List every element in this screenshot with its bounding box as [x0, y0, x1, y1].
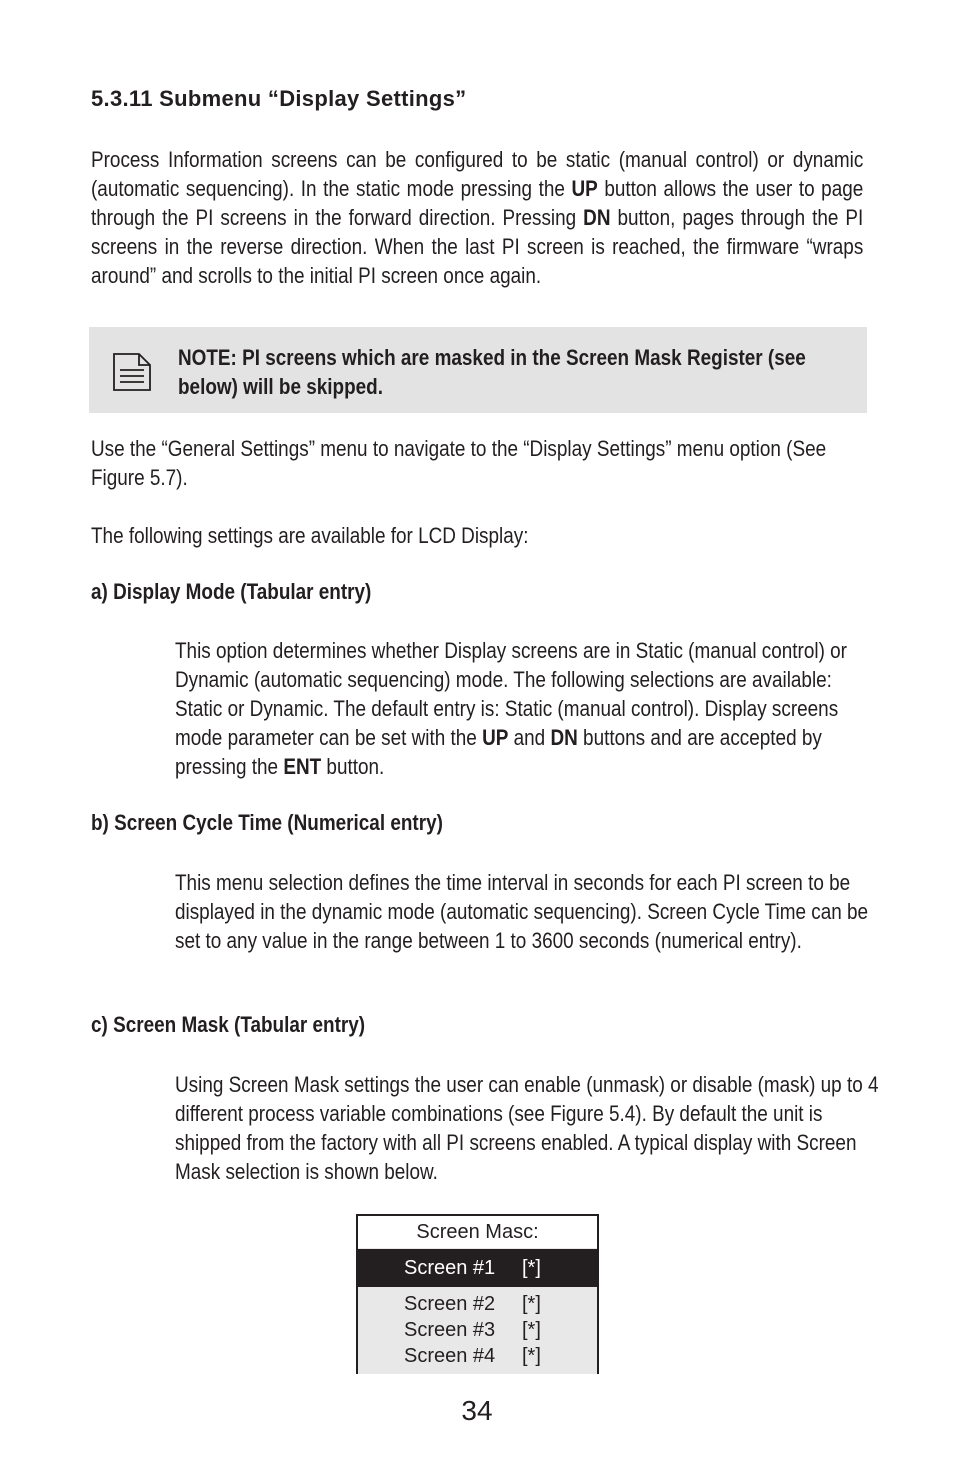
- lcd-row: [358, 1343, 597, 1369]
- ent-keyword: ENT: [283, 754, 322, 779]
- dn-keyword: DN: [583, 205, 611, 230]
- lcd-row-selected: [358, 1249, 597, 1287]
- lcd-row-mark: [*]: [522, 1319, 541, 1341]
- section-a-title: a) Display Mode (Tabular entry): [91, 579, 372, 604]
- note-text: NOTE: PI screens which are masked in the Screen Mask Register (see below) will be skipped.: [178, 345, 806, 399]
- up-keyword: UP: [571, 176, 598, 201]
- intro-text-3: button, pages through the PI screens in the reverse direction. When the last PI screen is reached, the firmware “wraps around” and scrolls to the initial PI screen once again.: [91, 205, 864, 288]
- document-note-icon: [111, 351, 153, 393]
- lcd-row-name: Screen #3: [404, 1319, 496, 1341]
- section-heading: 5.3.11 Submenu “Display Settings”: [91, 86, 467, 111]
- lcd-row-mark: [*]: [522, 1257, 541, 1279]
- section-a-text-1: This option determines whether Display screens are in Static (manual control) or Dynamic (automatic sequencing) mode. The following selections are available: Static or Dynamic. The default entry is: Static (manual control). Display screens mode parameter can be set with the: [175, 638, 847, 750]
- lcd-row: [358, 1317, 597, 1343]
- section-b-paragraph: This menu selection defines the time interval in seconds for each PI screen to be displayed in the dynamic mode (automatic sequencing). Screen Cycle Time can be set to any value in the range between 1 to 3600 seconds (numerical entry).: [175, 870, 869, 953]
- lcd-row-name: Screen #4: [404, 1345, 496, 1367]
- up-keyword: UP: [482, 725, 509, 750]
- dn-keyword: DN: [550, 725, 578, 750]
- section-a-text-2: and: [508, 725, 551, 750]
- lcd-display: [356, 1214, 599, 1374]
- lcd-row-mark: [*]: [522, 1293, 541, 1315]
- intro-text-1: Process Information screens can be configured to be static (manual control) or dynamic (automatic sequencing). In the static mode pressing the: [91, 147, 864, 201]
- navigation-paragraph: Use the “General Settings” menu to navigate to the “Display Settings” menu option (See Figure 5.7).: [91, 436, 827, 490]
- section-a-text-3: buttons and are accepted by pressing the: [175, 725, 822, 779]
- lcd-row-mark: [*]: [522, 1345, 541, 1367]
- page-number: 34: [461, 1395, 493, 1426]
- section-a-text-4: button.: [321, 754, 385, 779]
- section-c-paragraph: Using Screen Mask settings the user can enable (unmask) or disable (mask) up to 4 different process variable combinations (see Figure 5.4). By default the unit is shipped from the factory with all PI screens enabled. A typical display with Screen Mask selection is shown below.: [175, 1072, 879, 1184]
- section-a-paragraph: [175, 636, 872, 781]
- lcd-row-name: Screen #1: [404, 1257, 496, 1279]
- note-box: [89, 327, 867, 413]
- intro-paragraph: [91, 145, 863, 290]
- available-settings-paragraph: The following settings are available for LCD Display:: [91, 523, 529, 548]
- section-c-title: c) Screen Mask (Tabular entry): [91, 1012, 366, 1037]
- lcd-row-name: Screen #2: [404, 1293, 496, 1315]
- section-b-title: b) Screen Cycle Time (Numerical entry): [91, 810, 443, 835]
- lcd-title: Screen Masc:: [358, 1216, 597, 1248]
- lcd-row: [358, 1291, 597, 1317]
- intro-text-2: button allows the user to page through the PI screens in the forward direction. Pressing: [91, 176, 864, 230]
